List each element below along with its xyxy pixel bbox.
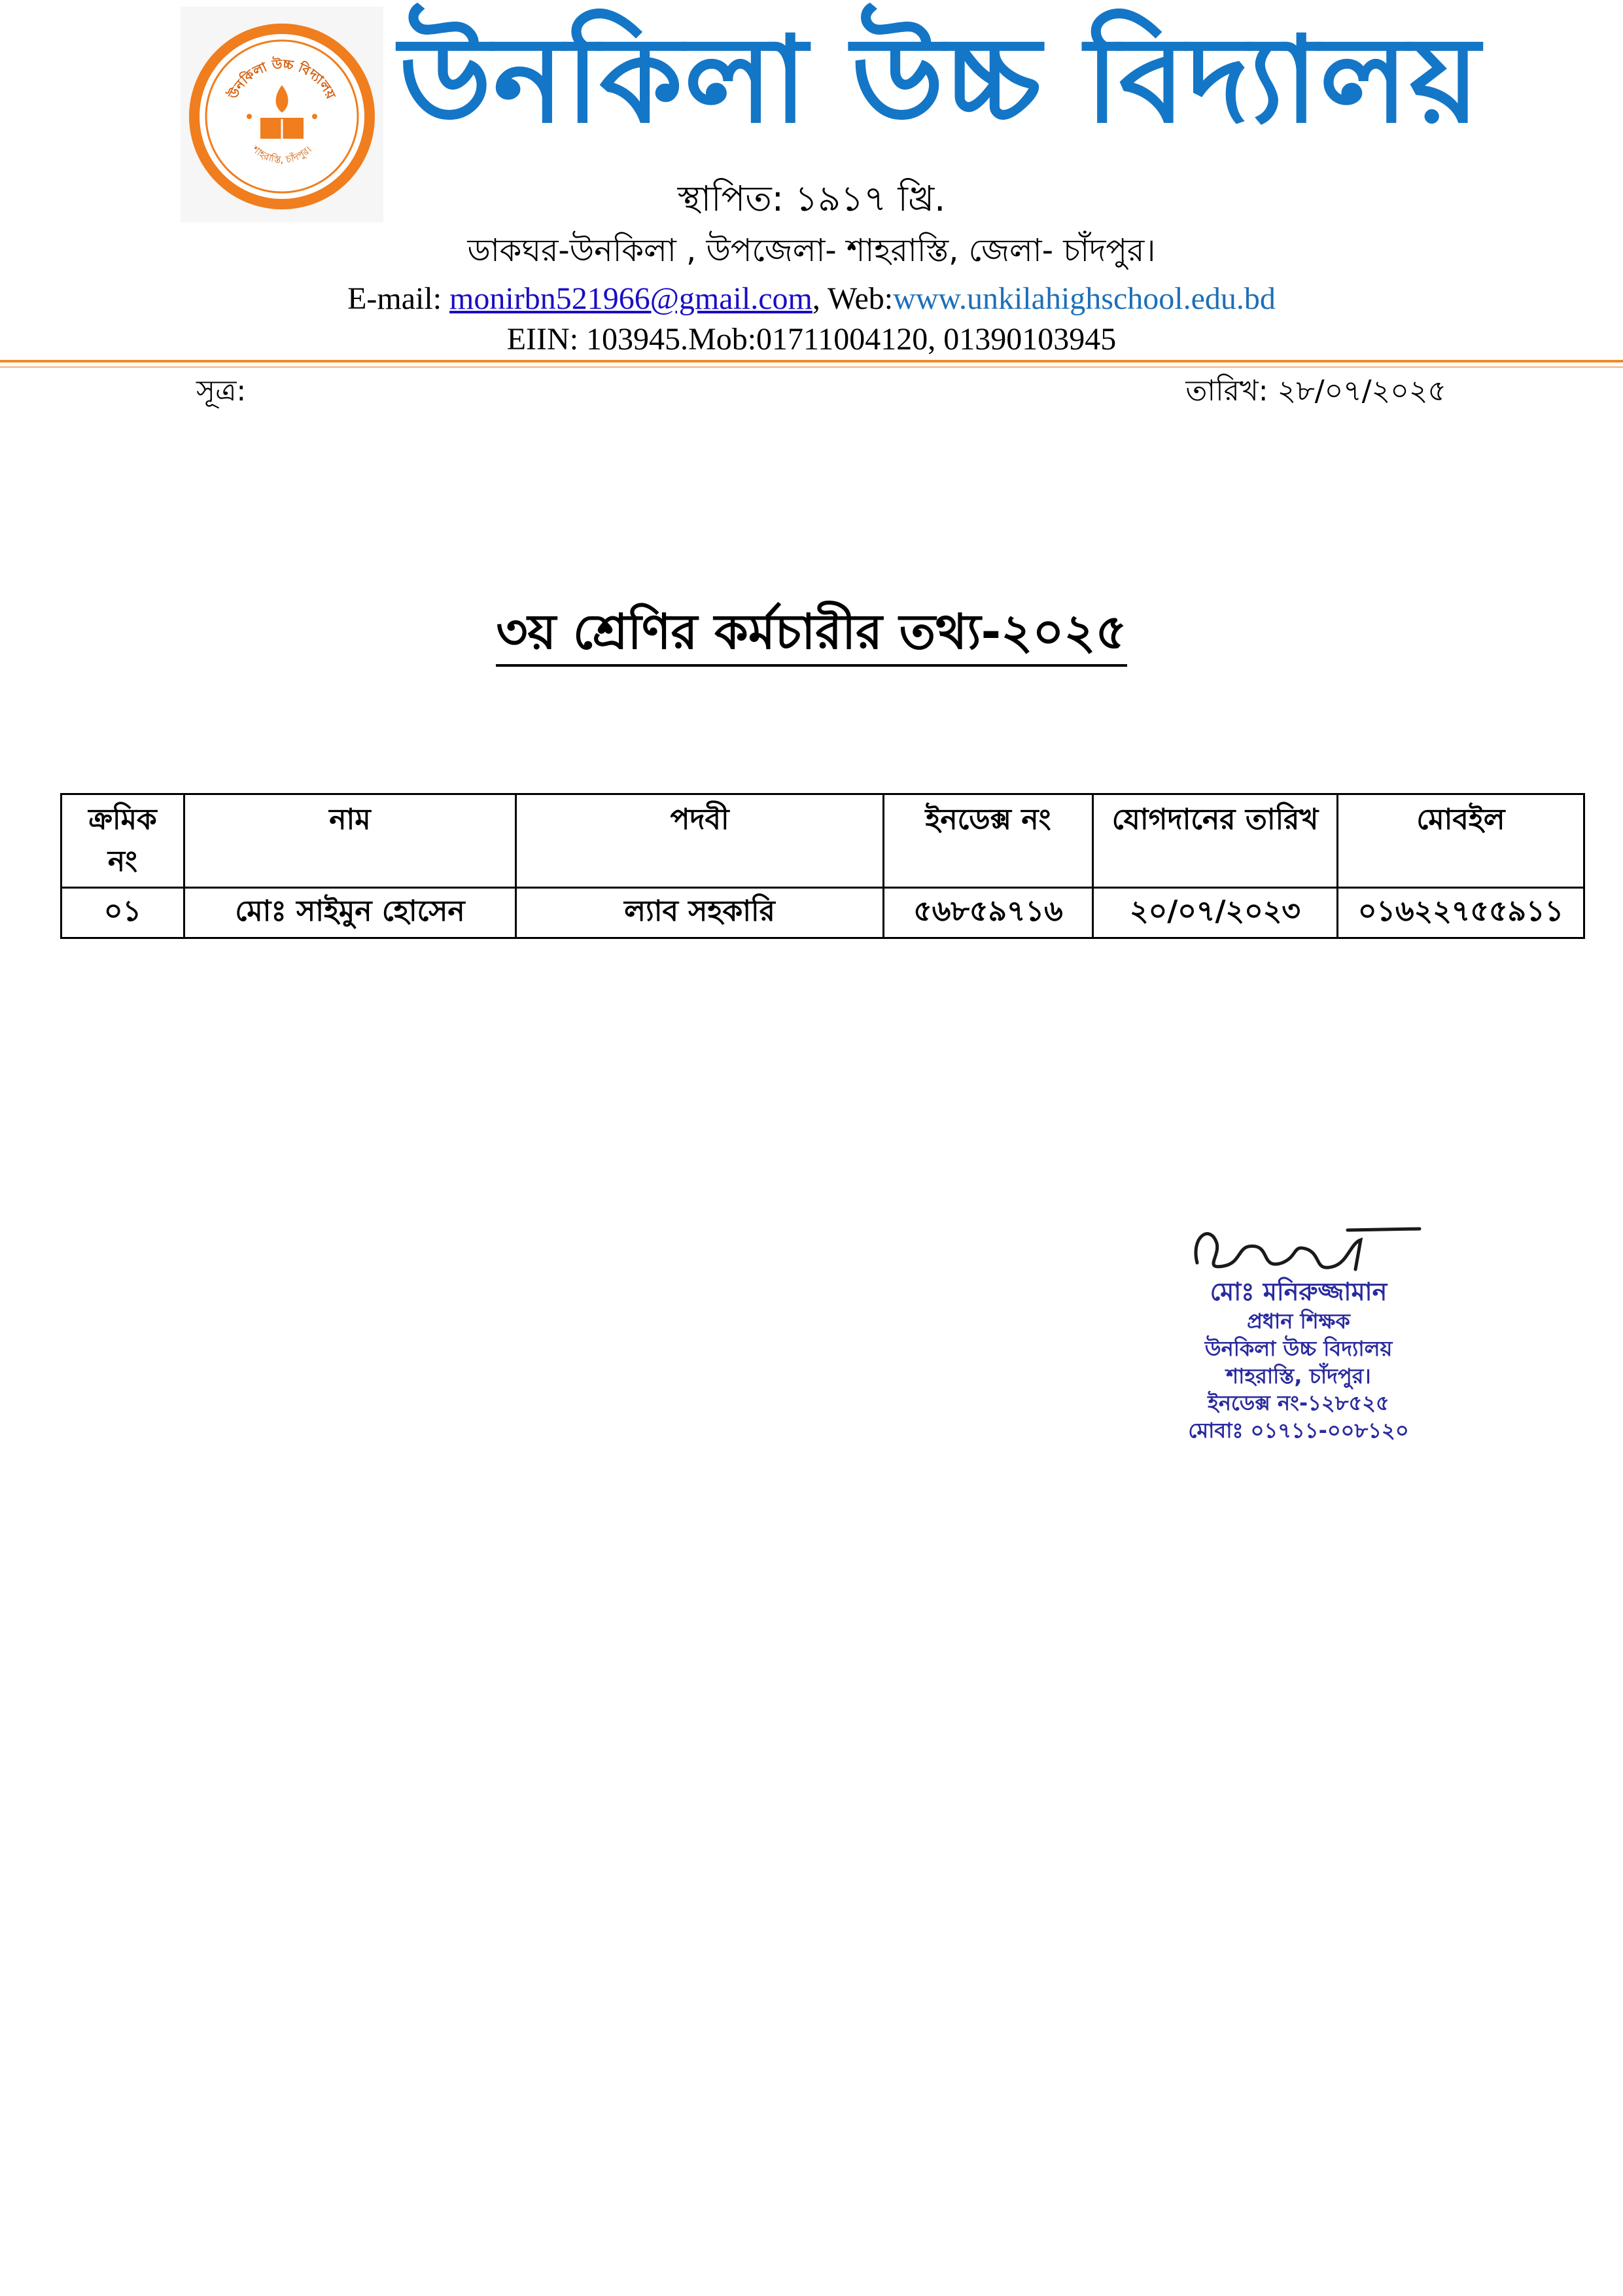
document-title-wrap bbox=[0, 603, 1623, 667]
header-divider-thin bbox=[0, 366, 1623, 368]
contact-line bbox=[0, 280, 1623, 318]
cell-index: ৫৬৮৫৯৭১৬ bbox=[884, 888, 1093, 938]
svg-text:উনকিলা উচ্চ বিদ্যালয়: উনকিলা উচ্চ বিদ্যালয় bbox=[224, 56, 340, 101]
col-header-joining-date: যোগদানের তারিখ bbox=[1093, 794, 1338, 888]
seal-school: উনকিলা উচ্চ বিদ্যালয় bbox=[1204, 1335, 1393, 1361]
document-title: ৩য় শ্রেণির কর্মচারীর তথ্য-২০২৫ bbox=[496, 603, 1126, 667]
seal-location: শাহরাস্তি, চাঁদপুর। bbox=[1226, 1363, 1371, 1388]
header-divider bbox=[0, 360, 1623, 362]
col-header-mobile: মোবইল bbox=[1338, 794, 1584, 888]
table-row bbox=[61, 888, 1584, 938]
table-header-row bbox=[61, 794, 1584, 888]
cell-serial: ০১ bbox=[61, 888, 184, 938]
cell-mobile: ০১৬২২৭৫৫৯১১ bbox=[1338, 888, 1584, 938]
letter-date: তারিখ: ২৮/০৭/২০২৫ bbox=[1185, 374, 1446, 408]
seal-index: ইনডেক্স নং-১২৮৫২৫ bbox=[1208, 1390, 1389, 1416]
seal-designation: প্রধান শিক্ষক bbox=[1247, 1309, 1350, 1334]
col-header-name: নাম bbox=[184, 794, 516, 888]
col-header-designation: পদবী bbox=[516, 794, 884, 888]
seal-mobile: মোবাঃ ০১৭১১-০০৮১২০ bbox=[1188, 1417, 1409, 1443]
cell-name: মোঃ সাইমুন হোসেন bbox=[184, 888, 516, 938]
school-name: উনকিলা উচ্চ বিদ্যালয় bbox=[399, 10, 1482, 149]
eiin-mobile: EIIN: 103945.Mob:01711004120, 01390103945 bbox=[506, 322, 1117, 357]
web-label: , Web: bbox=[812, 281, 894, 316]
reference-label: সূত্র: bbox=[196, 374, 247, 408]
email-label: E-mail: bbox=[347, 281, 450, 316]
seal-name: মোঃ মনিরুজ্জামান bbox=[1210, 1277, 1387, 1306]
col-header-serial: ক্রমিক নং bbox=[61, 794, 184, 888]
established-year: স্থাপিত: ১৯১৭ খ্রি. bbox=[677, 178, 946, 219]
school-address: ডাকঘর-উনকিলা , উপজেলা- শাহরাস্তি, জেলা- চাঁদপুর। bbox=[467, 232, 1156, 269]
headmaster-seal bbox=[1138, 1276, 1459, 1444]
col-header-index: ইনডেক্স নং bbox=[884, 794, 1093, 888]
email-link[interactable]: monirbn521966@gmail.com bbox=[449, 281, 812, 316]
cell-joining-date: ২০/০৭/২০২৩ bbox=[1093, 888, 1338, 938]
cell-designation: ল্যাব সহকারি bbox=[516, 888, 884, 938]
web-link[interactable]: www.unkilahighschool.edu.bd bbox=[893, 281, 1276, 316]
svg-text:শাহরাস্তি, চাঁদপুর।: শাহরাস্তি, চাঁদপুর। bbox=[250, 143, 314, 166]
staff-table bbox=[60, 793, 1585, 939]
